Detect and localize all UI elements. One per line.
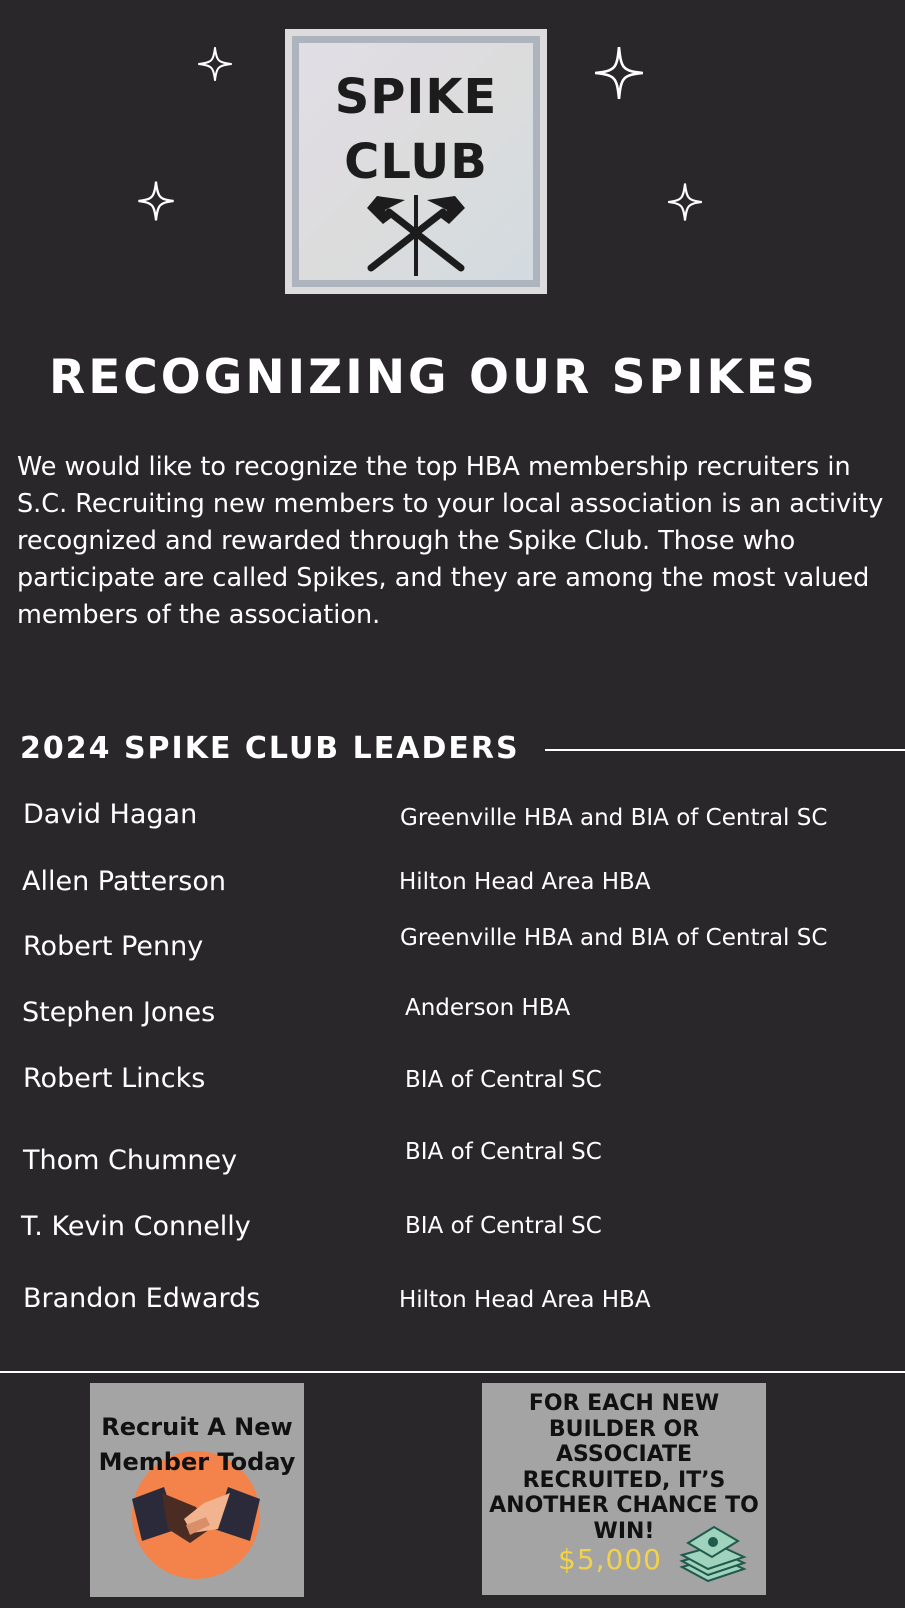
leader-name: Thom Chumney	[23, 1145, 238, 1176]
sparkle-icon	[196, 45, 234, 83]
prize-card	[482, 1383, 766, 1595]
sparkle-icon	[134, 178, 178, 224]
leader-name: David Hagan	[23, 799, 198, 830]
leader-association: Anderson HBA	[405, 995, 571, 1021]
sparkle-icon	[664, 180, 706, 224]
leader-association: Hilton Head Area HBA	[399, 869, 651, 895]
leader-association: BIA of Central SC	[405, 1213, 602, 1239]
hammer-icon	[357, 190, 475, 280]
recruit-card	[90, 1383, 304, 1597]
leader-name: Robert Lincks	[23, 1063, 206, 1094]
spike-club-logo	[285, 29, 547, 294]
leader-name: Stephen Jones	[22, 997, 216, 1028]
leader-association: Hilton Head Area HBA	[399, 1287, 651, 1313]
recruit-line-2: Member Today	[98, 1448, 296, 1476]
logo-line-2: CLUB	[344, 134, 488, 190]
money-stack-icon	[678, 1523, 748, 1585]
prize-amount: $5,000	[558, 1543, 662, 1576]
leader-association: BIA of Central SC	[405, 1139, 602, 1165]
leader-name: Allen Patterson	[22, 866, 226, 897]
leaders-divider	[545, 749, 905, 751]
footer-divider	[0, 1371, 905, 1373]
leaders-heading: 2024 SPIKE CLUB LEADERS	[20, 731, 520, 766]
leader-association: Greenville HBA and BIA of Central SC	[400, 805, 828, 831]
recruit-line-1: Recruit A New	[101, 1413, 293, 1441]
page-title: RECOGNIZING OUR SPIKES	[49, 350, 818, 405]
leader-name: Brandon Edwards	[23, 1283, 261, 1314]
leader-name: T. Kevin Connelly	[21, 1211, 251, 1242]
intro-paragraph: We would like to recognize the top HBA membership recruiters in S.C. Recruiting new members to your local association is an activity recognized and rewarded through the Spike Club. Those who participate are called Spikes, and they are among the most valued members of the association.	[17, 452, 884, 630]
sparkle-icon	[593, 45, 645, 101]
leader-name: Robert Penny	[23, 931, 204, 962]
logo-line-1: SPIKE	[334, 69, 498, 125]
prize-message: FOR EACH NEW BUILDER OR ASSOCIATE RECRUITED, IT’S ANOTHER CHANCE TO WIN!	[489, 1391, 759, 1544]
leader-association: BIA of Central SC	[405, 1067, 602, 1093]
leader-association: Greenville HBA and BIA of Central SC	[400, 925, 828, 951]
